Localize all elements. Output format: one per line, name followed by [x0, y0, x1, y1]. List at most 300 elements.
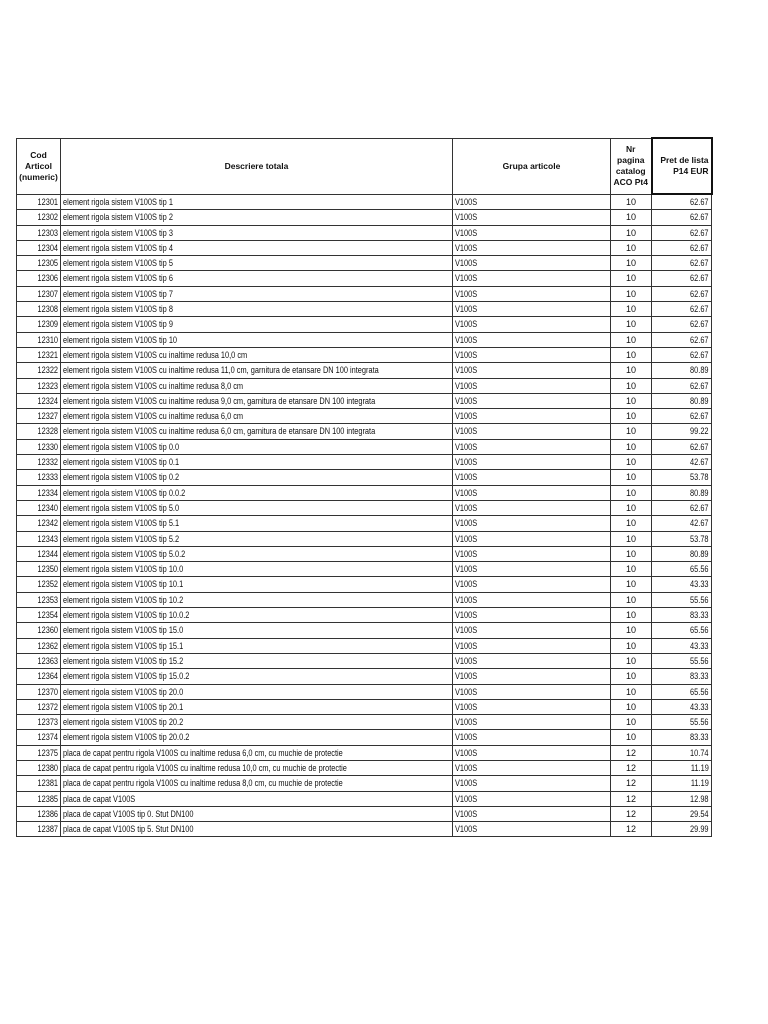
- cell-code-text: 12360: [37, 625, 58, 636]
- cell-catalog-page-text: 10: [625, 655, 636, 666]
- cell-price: [652, 194, 712, 210]
- cell-group: [453, 225, 611, 240]
- cell-catalog-page-text: 12: [625, 762, 636, 773]
- cell-group: [453, 455, 611, 470]
- table-row: [17, 194, 712, 210]
- cell-price: [652, 470, 712, 485]
- cell-catalog-page-text: 10: [625, 227, 636, 238]
- table-row: [17, 715, 712, 730]
- cell-price: [652, 653, 712, 668]
- cell-code: [17, 760, 61, 775]
- cell-catalog-page-text: 10: [625, 411, 636, 422]
- table-row: [17, 470, 712, 485]
- cell-price: [652, 608, 712, 623]
- cell-description-text: element rigola sistem V100S tip 3: [63, 227, 173, 238]
- cell-price-text: 53.78: [690, 533, 709, 544]
- cell-catalog-page-text: 10: [625, 610, 636, 621]
- cell-group-text: V100S: [455, 426, 478, 437]
- cell-price: [652, 592, 712, 607]
- cell-group: [453, 653, 611, 668]
- cell-catalog-page-text: 10: [625, 288, 636, 299]
- table-row: [17, 531, 712, 546]
- cell-group: [453, 562, 611, 577]
- cell-price-text: 62.67: [690, 227, 709, 238]
- cell-description-text: element rigola sistem V100S tip 4: [63, 242, 173, 253]
- cell-price: [652, 638, 712, 653]
- cell-code-text: 12328: [37, 426, 58, 437]
- cell-catalog-page: [611, 271, 652, 286]
- cell-description: [61, 546, 453, 561]
- header-price: Pret de lista P14 EUR: [652, 138, 712, 194]
- cell-group-text: V100S: [455, 747, 478, 758]
- cell-group: [453, 577, 611, 592]
- cell-price-text: 12.98: [690, 793, 709, 804]
- cell-code: [17, 393, 61, 408]
- cell-group-text: V100S: [455, 319, 478, 330]
- cell-group: [453, 439, 611, 454]
- cell-price-text: 62.67: [690, 242, 709, 253]
- cell-description-text: element rigola sistem V100S tip 2: [63, 212, 173, 223]
- cell-code-text: 12310: [37, 334, 58, 345]
- cell-description: [61, 470, 453, 485]
- cell-price: [652, 271, 712, 286]
- cell-code-text: 12342: [37, 518, 58, 529]
- cell-catalog-page-text: 10: [625, 242, 636, 253]
- cell-code-text: 12321: [37, 349, 58, 360]
- cell-code: [17, 439, 61, 454]
- cell-description: [61, 653, 453, 668]
- cell-description-text: element rigola sistem V100S tip 5.2: [63, 533, 180, 544]
- cell-price: [652, 424, 712, 439]
- cell-description-text: element rigola sistem V100S tip 15.1: [63, 640, 184, 651]
- cell-price: [652, 791, 712, 806]
- cell-group-text: V100S: [455, 686, 478, 697]
- cell-group: [453, 347, 611, 362]
- cell-catalog-page: [611, 745, 652, 760]
- cell-code: [17, 516, 61, 531]
- cell-code-text: 12380: [37, 762, 58, 773]
- cell-code: [17, 699, 61, 714]
- cell-group: [453, 730, 611, 745]
- cell-description-text: element rigola sistem V100S tip 10.1: [63, 579, 184, 590]
- cell-catalog-page-text: 10: [625, 349, 636, 360]
- cell-price-text: 62.67: [690, 212, 709, 223]
- cell-catalog-page: [611, 684, 652, 699]
- cell-description-text: placa de capat pentru rigola V100S cu inaltime redusa 10,0 cm, cu muchie de protectie: [63, 762, 347, 773]
- cell-description-text: element rigola sistem V100S tip 20.0.2: [63, 732, 190, 743]
- cell-catalog-page-text: 10: [625, 304, 636, 315]
- cell-description-text: element rigola sistem V100S tip 5.1: [63, 518, 180, 529]
- cell-group-text: V100S: [455, 502, 478, 513]
- cell-code-text: 12370: [37, 686, 58, 697]
- cell-code-text: 12302: [37, 212, 58, 223]
- cell-code-text: 12333: [37, 472, 58, 483]
- cell-description: [61, 302, 453, 317]
- cell-description: [61, 194, 453, 210]
- cell-group: [453, 806, 611, 821]
- cell-description: [61, 500, 453, 515]
- cell-price: [652, 378, 712, 393]
- cell-group-text: V100S: [455, 242, 478, 253]
- cell-price-text: 11.19: [691, 778, 709, 789]
- cell-catalog-page-text: 10: [625, 380, 636, 391]
- cell-description-text: element rigola sistem V100S tip 8: [63, 304, 173, 315]
- cell-code: [17, 592, 61, 607]
- cell-group: [453, 194, 611, 210]
- cell-description-text: element rigola sistem V100S tip 10.0.2: [63, 610, 190, 621]
- cell-price-text: 29.99: [690, 824, 709, 835]
- cell-description: [61, 271, 453, 286]
- cell-description: [61, 822, 453, 837]
- cell-description: [61, 806, 453, 821]
- cell-price-text: 62.67: [690, 349, 709, 360]
- header-row: [17, 138, 712, 194]
- cell-catalog-page: [611, 608, 652, 623]
- cell-group: [453, 776, 611, 791]
- cell-catalog-page: [611, 210, 652, 225]
- cell-code: [17, 347, 61, 362]
- cell-group: [453, 516, 611, 531]
- cell-group-text: V100S: [455, 610, 478, 621]
- cell-code: [17, 317, 61, 332]
- cell-catalog-page-text: 10: [625, 472, 636, 483]
- cell-description-text: element rigola sistem V100S tip 15.0.2: [63, 671, 190, 682]
- cell-group: [453, 531, 611, 546]
- cell-price-text: 43.33: [690, 579, 709, 590]
- cell-price: [652, 516, 712, 531]
- cell-price-text: 42.67: [690, 457, 709, 468]
- cell-code-text: 12385: [37, 793, 58, 804]
- cell-catalog-page: [611, 699, 652, 714]
- cell-group: [453, 378, 611, 393]
- cell-group-text: V100S: [455, 472, 478, 483]
- cell-group-text: V100S: [455, 365, 478, 376]
- cell-description-text: element rigola sistem V100S cu inaltime redusa 8,0 cm: [63, 380, 244, 391]
- cell-catalog-page: [611, 194, 652, 210]
- cell-description: [61, 760, 453, 775]
- cell-catalog-page: [611, 577, 652, 592]
- cell-group-text: V100S: [455, 518, 478, 529]
- cell-group-text: V100S: [455, 457, 478, 468]
- cell-price: [652, 317, 712, 332]
- cell-group-text: V100S: [455, 671, 478, 682]
- cell-description: [61, 791, 453, 806]
- cell-description-text: element rigola sistem V100S cu inaltime redusa 11,0 cm, garnitura de etansare DN 100 integrata: [63, 365, 379, 376]
- cell-catalog-page-text: 10: [625, 502, 636, 513]
- table-row: [17, 500, 712, 515]
- table-row: [17, 317, 712, 332]
- cell-catalog-page: [611, 363, 652, 378]
- cell-code: [17, 577, 61, 592]
- table-row: [17, 760, 712, 775]
- cell-catalog-page-text: 10: [625, 457, 636, 468]
- cell-catalog-page: [611, 332, 652, 347]
- cell-code-text: 12373: [37, 717, 58, 728]
- cell-code-text: 12324: [37, 395, 58, 406]
- cell-catalog-page-text: 12: [625, 747, 636, 758]
- cell-price: [652, 500, 712, 515]
- cell-group-text: V100S: [455, 273, 478, 284]
- cell-code: [17, 470, 61, 485]
- cell-code-text: 12323: [37, 380, 58, 391]
- cell-description: [61, 332, 453, 347]
- table-row: [17, 485, 712, 500]
- cell-code-text: 12352: [37, 579, 58, 590]
- cell-code: [17, 546, 61, 561]
- table-row: [17, 286, 712, 301]
- cell-code: [17, 562, 61, 577]
- cell-group: [453, 592, 611, 607]
- cell-description-text: element rigola sistem V100S tip 5.0.2: [63, 548, 186, 559]
- table-row: [17, 608, 712, 623]
- cell-description: [61, 715, 453, 730]
- cell-group-text: V100S: [455, 304, 478, 315]
- cell-code: [17, 210, 61, 225]
- cell-description-text: element rigola sistem V100S tip 10.0: [63, 564, 184, 575]
- cell-description-text: element rigola sistem V100S tip 5.0: [63, 502, 180, 513]
- cell-catalog-page: [611, 485, 652, 500]
- cell-price: [652, 776, 712, 791]
- cell-catalog-page-text: 10: [625, 686, 636, 697]
- cell-group: [453, 669, 611, 684]
- cell-catalog-page-text: 10: [625, 365, 636, 376]
- cell-catalog-page-text: 10: [625, 701, 636, 712]
- cell-description: [61, 393, 453, 408]
- cell-code: [17, 822, 61, 837]
- cell-code-text: 12343: [37, 533, 58, 544]
- cell-group: [453, 546, 611, 561]
- cell-description: [61, 256, 453, 271]
- cell-code: [17, 776, 61, 791]
- cell-price-text: 62.67: [690, 441, 709, 452]
- cell-description: [61, 485, 453, 500]
- cell-price-text: 99.22: [690, 426, 709, 437]
- cell-price-text: 62.67: [690, 502, 709, 513]
- cell-price: [652, 745, 712, 760]
- cell-code-text: 12334: [37, 487, 58, 498]
- cell-code-text: 12330: [37, 441, 58, 452]
- cell-code-text: 12301: [37, 196, 58, 207]
- cell-group: [453, 302, 611, 317]
- cell-price-text: 55.56: [690, 594, 709, 605]
- cell-code-text: 12354: [37, 610, 58, 621]
- cell-group: [453, 485, 611, 500]
- cell-catalog-page-text: 10: [625, 395, 636, 406]
- cell-price: [652, 455, 712, 470]
- cell-code: [17, 745, 61, 760]
- cell-price-text: 29.54: [690, 808, 709, 819]
- cell-price: [652, 531, 712, 546]
- cell-price: [652, 302, 712, 317]
- cell-price: [652, 332, 712, 347]
- cell-code: [17, 791, 61, 806]
- cell-description-text: element rigola sistem V100S cu inaltime redusa 6,0 cm: [63, 411, 244, 422]
- cell-code-text: 12303: [37, 227, 58, 238]
- cell-price-text: 55.56: [690, 655, 709, 666]
- cell-description-text: element rigola sistem V100S tip 0.2: [63, 472, 180, 483]
- cell-price: [652, 822, 712, 837]
- cell-description: [61, 638, 453, 653]
- cell-description-text: element rigola sistem V100S tip 20.2: [63, 717, 184, 728]
- cell-price: [652, 439, 712, 454]
- cell-description: [61, 699, 453, 714]
- cell-catalog-page: [611, 424, 652, 439]
- cell-catalog-page-text: 12: [625, 808, 636, 819]
- cell-description: [61, 240, 453, 255]
- cell-group-text: V100S: [455, 487, 478, 498]
- cell-catalog-page: [611, 715, 652, 730]
- cell-catalog-page-text: 10: [625, 319, 636, 330]
- cell-catalog-page: [611, 256, 652, 271]
- cell-description: [61, 363, 453, 378]
- table-row: [17, 546, 712, 561]
- table-body: [17, 194, 712, 837]
- cell-catalog-page-text: 10: [625, 212, 636, 223]
- cell-code-text: 12304: [37, 242, 58, 253]
- cell-description: [61, 378, 453, 393]
- cell-group-text: V100S: [455, 701, 478, 712]
- cell-code: [17, 623, 61, 638]
- cell-group-text: V100S: [455, 808, 478, 819]
- cell-description-text: element rigola sistem V100S tip 0.0: [63, 441, 180, 452]
- cell-code: [17, 531, 61, 546]
- cell-group-text: V100S: [455, 349, 478, 360]
- cell-code: [17, 500, 61, 515]
- cell-price: [652, 363, 712, 378]
- cell-code-text: 12350: [37, 564, 58, 575]
- cell-price: [652, 256, 712, 271]
- header-description: Descriere totala: [61, 138, 453, 194]
- cell-code-text: 12381: [37, 778, 58, 789]
- cell-catalog-page: [611, 516, 652, 531]
- cell-price-text: 10.74: [690, 747, 709, 758]
- cell-catalog-page: [611, 531, 652, 546]
- cell-catalog-page-text: 10: [625, 564, 636, 575]
- cell-group-text: V100S: [455, 533, 478, 544]
- cell-catalog-page: [611, 500, 652, 515]
- table-row: [17, 363, 712, 378]
- cell-group: [453, 286, 611, 301]
- cell-catalog-page-text: 10: [625, 732, 636, 743]
- cell-group: [453, 500, 611, 515]
- cell-code-text: 12362: [37, 640, 58, 651]
- cell-code: [17, 806, 61, 821]
- table-row: [17, 332, 712, 347]
- cell-price-text: 80.89: [690, 395, 709, 406]
- table-row: [17, 669, 712, 684]
- cell-price-text: 80.89: [690, 487, 709, 498]
- cell-catalog-page-text: 10: [625, 671, 636, 682]
- cell-description-text: placa de capat V100S tip 5. Stut DN100: [63, 824, 194, 835]
- cell-price: [652, 623, 712, 638]
- cell-price: [652, 760, 712, 775]
- cell-code: [17, 332, 61, 347]
- cell-group: [453, 470, 611, 485]
- cell-description: [61, 286, 453, 301]
- cell-group: [453, 822, 611, 837]
- cell-description-text: element rigola sistem V100S tip 6: [63, 273, 173, 284]
- cell-price-text: 80.89: [690, 365, 709, 376]
- cell-description-text: element rigola sistem V100S tip 9: [63, 319, 173, 330]
- cell-catalog-page: [611, 806, 652, 821]
- cell-price: [652, 806, 712, 821]
- cell-group-text: V100S: [455, 212, 478, 223]
- cell-code: [17, 653, 61, 668]
- cell-code: [17, 225, 61, 240]
- cell-price-text: 83.33: [690, 610, 709, 621]
- cell-code: [17, 271, 61, 286]
- cell-catalog-page-text: 10: [625, 518, 636, 529]
- cell-group: [453, 256, 611, 271]
- table-row: [17, 378, 712, 393]
- cell-price-text: 62.67: [690, 319, 709, 330]
- cell-catalog-page-text: 10: [625, 640, 636, 651]
- cell-group-text: V100S: [455, 196, 478, 207]
- cell-group: [453, 715, 611, 730]
- cell-group: [453, 699, 611, 714]
- cell-price-text: 62.67: [690, 288, 709, 299]
- cell-price: [652, 485, 712, 500]
- cell-catalog-page-text: 10: [625, 273, 636, 284]
- cell-price-text: 62.67: [690, 273, 709, 284]
- cell-description: [61, 210, 453, 225]
- cell-price-text: 11.19: [691, 762, 709, 773]
- cell-catalog-page: [611, 760, 652, 775]
- table-row: [17, 806, 712, 821]
- cell-price: [652, 730, 712, 745]
- cell-code-text: 12364: [37, 671, 58, 682]
- table-row: [17, 822, 712, 837]
- cell-group: [453, 760, 611, 775]
- table-row: [17, 623, 712, 638]
- cell-description-text: element rigola sistem V100S cu inaltime redusa 6,0 cm, garnitura de etansare DN 100 integrata: [63, 426, 376, 437]
- cell-group-text: V100S: [455, 793, 478, 804]
- cell-price-text: 62.67: [690, 334, 709, 345]
- cell-code-text: 12386: [37, 808, 58, 819]
- table-row: [17, 256, 712, 271]
- cell-price: [652, 684, 712, 699]
- cell-description-text: placa de capat pentru rigola V100S cu inaltime redusa 6,0 cm, cu muchie de protectie: [63, 747, 343, 758]
- cell-catalog-page: [611, 730, 652, 745]
- cell-description: [61, 684, 453, 699]
- cell-code-text: 12387: [37, 824, 58, 835]
- table-row: [17, 455, 712, 470]
- cell-catalog-page-text: 10: [625, 548, 636, 559]
- cell-description-text: element rigola sistem V100S tip 1: [63, 196, 173, 207]
- cell-price: [652, 225, 712, 240]
- cell-group-text: V100S: [455, 548, 478, 559]
- table-row: [17, 347, 712, 362]
- cell-group-text: V100S: [455, 334, 478, 345]
- cell-price-text: 42.67: [690, 518, 709, 529]
- cell-code-text: 12307: [37, 288, 58, 299]
- cell-code: [17, 715, 61, 730]
- cell-catalog-page: [611, 623, 652, 638]
- cell-group-text: V100S: [455, 564, 478, 575]
- cell-code: [17, 409, 61, 424]
- cell-code-text: 12309: [37, 319, 58, 330]
- cell-description: [61, 562, 453, 577]
- table-row: [17, 271, 712, 286]
- cell-group-text: V100S: [455, 395, 478, 406]
- cell-description: [61, 776, 453, 791]
- cell-catalog-page-text: 12: [625, 793, 636, 804]
- cell-code: [17, 256, 61, 271]
- cell-group-text: V100S: [455, 824, 478, 835]
- cell-description: [61, 225, 453, 240]
- cell-code-text: 12344: [37, 548, 58, 559]
- cell-catalog-page: [611, 439, 652, 454]
